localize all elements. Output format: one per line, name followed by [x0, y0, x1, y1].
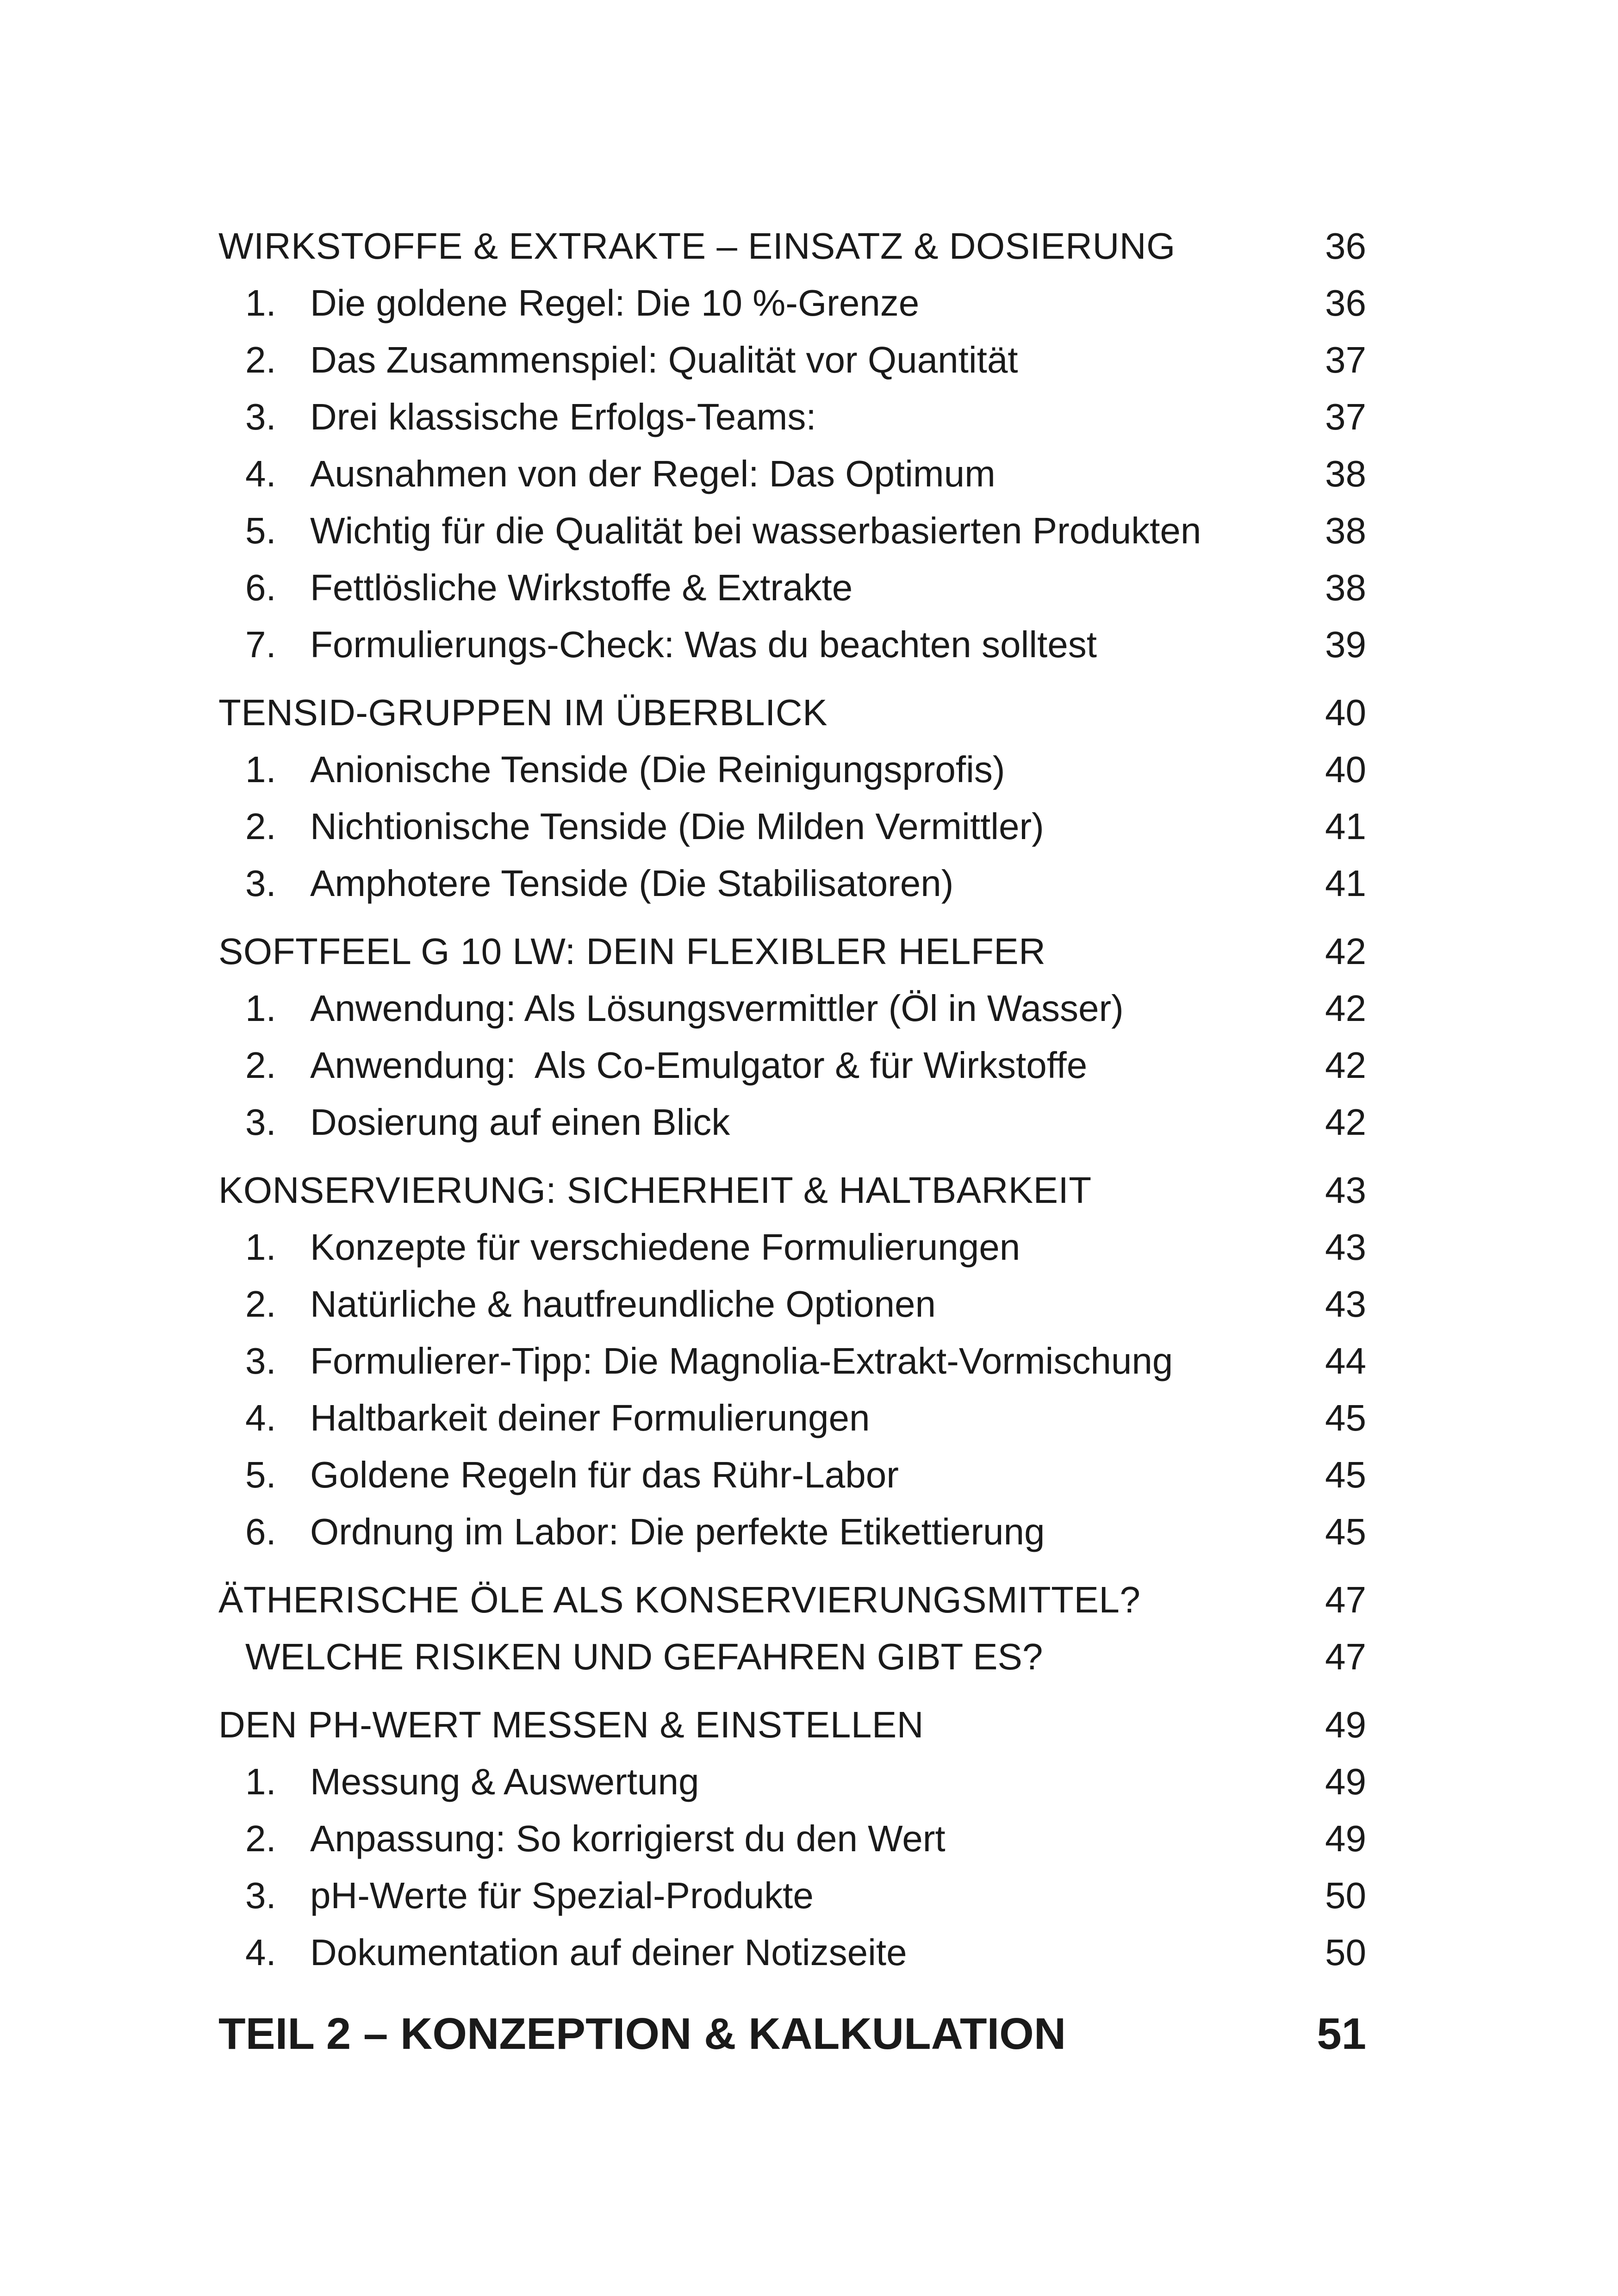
- toc-entry-title: Konzepte für verschiedene Formulierungen: [310, 1226, 1021, 1268]
- toc-entry[interactable]: [218, 445, 1366, 502]
- toc-heading-row[interactable]: [218, 1696, 1366, 1753]
- toc-page-number: 49: [1325, 1761, 1366, 1802]
- toc-entry-title: Anpassung: So korrigierst du den Wert: [310, 1818, 946, 1859]
- toc-page-number: 38: [1325, 567, 1366, 608]
- toc-entry[interactable]: [218, 1753, 1366, 1810]
- toc-page-number: 49: [1325, 1704, 1366, 1745]
- toc-entry-number: 7.: [245, 624, 276, 665]
- toc-heading-row[interactable]: [218, 1162, 1366, 1219]
- toc-page-number: 44: [1325, 1340, 1366, 1381]
- toc-entry-title: Formulierer-Tipp: Die Magnolia-Extrakt-Vormischung: [310, 1340, 1173, 1381]
- toc-entry-number: 2.: [245, 1283, 276, 1325]
- toc-entry-number: 2.: [245, 1818, 276, 1859]
- toc-page-number: 45: [1325, 1397, 1366, 1438]
- toc-page-number: 42: [1325, 931, 1366, 972]
- toc-entry-title: Formulierungs-Check: Was du beachten solltest: [310, 624, 1097, 665]
- toc-section: [218, 684, 1366, 912]
- toc-page-number: 38: [1325, 510, 1366, 551]
- toc-page-number: 39: [1325, 624, 1366, 665]
- toc-page-number: 45: [1325, 1454, 1366, 1495]
- toc-page-number: 37: [1325, 396, 1366, 437]
- toc-entry-title: Dosierung auf einen Blick: [310, 1101, 730, 1143]
- toc-entry[interactable]: [218, 1332, 1366, 1389]
- toc-page-number: 41: [1325, 863, 1366, 904]
- toc-entry-title: Nichtionische Tenside (Die Milden Vermittler): [310, 806, 1044, 847]
- toc-heading-row[interactable]: [218, 684, 1366, 741]
- toc-entry-title: Goldene Regeln für das Rühr-Labor: [310, 1454, 899, 1495]
- toc-entry[interactable]: [218, 1037, 1366, 1094]
- toc-entry[interactable]: [218, 1503, 1366, 1560]
- toc-entry-number: 2.: [245, 1045, 276, 1086]
- toc-entry-number: 3.: [245, 1101, 276, 1143]
- toc-entry-title: Wichtig für die Qualität bei wasserbasierten Produkten: [310, 510, 1201, 551]
- toc-section: [218, 923, 1366, 1151]
- toc-page-number: 42: [1325, 988, 1366, 1029]
- table-of-contents: [218, 218, 1366, 2069]
- toc-subheading-row[interactable]: [218, 1628, 1366, 1685]
- toc-page-number: 42: [1325, 1101, 1366, 1143]
- toc-entry[interactable]: [218, 331, 1366, 388]
- toc-page-number: 40: [1325, 692, 1366, 733]
- toc-heading-title: TENSID-GRUPPEN IM ÜBERBLICK: [218, 692, 828, 733]
- toc-entry-number: 4.: [245, 1397, 276, 1438]
- toc-entry-title: Dokumentation auf deiner Notizseite: [310, 1932, 907, 1973]
- toc-entry-title: Ordnung im Labor: Die perfekte Etikettierung: [310, 1511, 1045, 1552]
- toc-page-number: 47: [1325, 1579, 1366, 1620]
- toc-subheading-title: WELCHE RISIKEN UND GEFAHREN GIBT ES?: [245, 1636, 1043, 1677]
- toc-entry-title: Drei klassische Erfolgs-Teams:: [310, 396, 816, 437]
- toc-entry-title: Haltbarkeit deiner Formulierungen: [310, 1397, 870, 1438]
- toc-heading-title: KONSERVIERUNG: SICHERHEIT & HALTBARKEIT: [218, 1170, 1092, 1211]
- toc-entry-number: 4.: [245, 453, 276, 494]
- toc-page-number: 43: [1325, 1170, 1366, 1211]
- toc-heading-row[interactable]: [218, 923, 1366, 980]
- toc-entry-title: Natürliche & hautfreundliche Optionen: [310, 1283, 936, 1325]
- toc-entry-number: 1.: [245, 282, 276, 324]
- toc-entry[interactable]: [218, 388, 1366, 445]
- toc-entry-number: 5.: [245, 1454, 276, 1495]
- toc-entry-title: Ausnahmen von der Regel: Das Optimum: [310, 453, 996, 494]
- toc-entry[interactable]: [218, 741, 1366, 798]
- toc-heading-title: WIRKSTOFFE & EXTRAKTE – EINSATZ & DOSIERUNG: [218, 225, 1176, 267]
- toc-entry-number: 3.: [245, 863, 276, 904]
- toc-heading-row[interactable]: [218, 1571, 1366, 1628]
- toc-page-number: 50: [1325, 1875, 1366, 1916]
- toc-page-number: 36: [1325, 282, 1366, 324]
- toc-entry-number: 1.: [245, 988, 276, 1029]
- toc-entry[interactable]: [218, 980, 1366, 1037]
- toc-heading-title: ÄTHERISCHE ÖLE ALS KONSERVIERUNGSMITTEL?: [218, 1579, 1141, 1620]
- toc-entry-number: 2.: [245, 339, 276, 380]
- toc-entry-title: Das Zusammenspiel: Qualität vor Quantität: [310, 339, 1018, 380]
- toc-entry[interactable]: [218, 1094, 1366, 1151]
- toc-page-number: 37: [1325, 339, 1366, 380]
- toc-page-number: 43: [1325, 1226, 1366, 1268]
- toc-entry-number: 6.: [245, 567, 276, 608]
- toc-section: [218, 1571, 1366, 1685]
- toc-entry[interactable]: [218, 1276, 1366, 1332]
- toc-entry[interactable]: [218, 502, 1366, 559]
- toc-entry-title: Anwendung: Als Lösungsvermittler (Öl in Wasser): [310, 988, 1124, 1029]
- toc-page-number: 41: [1325, 806, 1366, 847]
- toc-page-number: 45: [1325, 1511, 1366, 1552]
- toc-heading-title: SOFTFEEL G 10 LW: DEIN FLEXIBLER HELFER: [218, 931, 1046, 972]
- toc-page-number: 51: [1317, 2009, 1366, 2059]
- toc-entry-title: Anwendung: Als Co-Emulgator & für Wirkstoffe: [310, 1045, 1088, 1086]
- toc-page-number: 49: [1325, 1818, 1366, 1859]
- toc-section: [218, 1162, 1366, 1560]
- toc-entry[interactable]: [218, 274, 1366, 331]
- toc-section: [218, 218, 1366, 673]
- toc-entry-number: 1.: [245, 1761, 276, 1802]
- toc-entry-number: 2.: [245, 806, 276, 847]
- toc-entry-title: Die goldene Regel: Die 10 %-Grenze: [310, 282, 920, 324]
- toc-entry[interactable]: [218, 1867, 1366, 1924]
- toc-entry-title: Fettlösliche Wirkstoffe & Extrakte: [310, 567, 853, 608]
- toc-entry[interactable]: [218, 616, 1366, 673]
- toc-entry-number: 4.: [245, 1932, 276, 1973]
- toc-entry-number: 3.: [245, 1875, 276, 1916]
- toc-entry-number: 3.: [245, 396, 276, 437]
- toc-entry[interactable]: [218, 559, 1366, 616]
- toc-entry[interactable]: [218, 1810, 1366, 1867]
- toc-entry-number: 1.: [245, 749, 276, 790]
- toc-entry[interactable]: [218, 1446, 1366, 1503]
- toc-page-number: 43: [1325, 1283, 1366, 1325]
- toc-page-number: 50: [1325, 1932, 1366, 1973]
- toc-entry-number: 3.: [245, 1340, 276, 1381]
- toc-entry[interactable]: [218, 1924, 1366, 1981]
- toc-entry-title: Anionische Tenside (Die Reinigungsprofis): [310, 749, 1005, 790]
- toc-page-number: 36: [1325, 225, 1366, 267]
- toc-entry-number: 1.: [245, 1226, 276, 1268]
- toc-entry-number: 6.: [245, 1511, 276, 1552]
- toc-entry[interactable]: [218, 1389, 1366, 1446]
- toc-entry[interactable]: [218, 855, 1366, 912]
- toc-entry[interactable]: [218, 1219, 1366, 1276]
- toc-entry[interactable]: [218, 798, 1366, 855]
- toc-entry-title: Messung & Auswertung: [310, 1761, 699, 1802]
- toc-entry-title: pH-Werte für Spezial-Produkte: [310, 1875, 814, 1916]
- toc-section: [218, 1696, 1366, 1981]
- toc-part-title: TEIL 2 – KONZEPTION & KALKULATION: [218, 2009, 1066, 2059]
- toc-entry-title: Amphotere Tenside (Die Stabilisatoren): [310, 863, 954, 904]
- toc-page-number: 42: [1325, 1045, 1366, 1086]
- toc-entry-number: 5.: [245, 510, 276, 551]
- toc-heading-title: DEN PH-WERT MESSEN & EINSTELLEN: [218, 1704, 924, 1745]
- toc-part-row[interactable]: [218, 1999, 1366, 2069]
- toc-page-number: 38: [1325, 453, 1366, 494]
- toc-page-number: 47: [1325, 1636, 1366, 1677]
- toc-heading-row[interactable]: [218, 218, 1366, 274]
- toc-page-number: 40: [1325, 749, 1366, 790]
